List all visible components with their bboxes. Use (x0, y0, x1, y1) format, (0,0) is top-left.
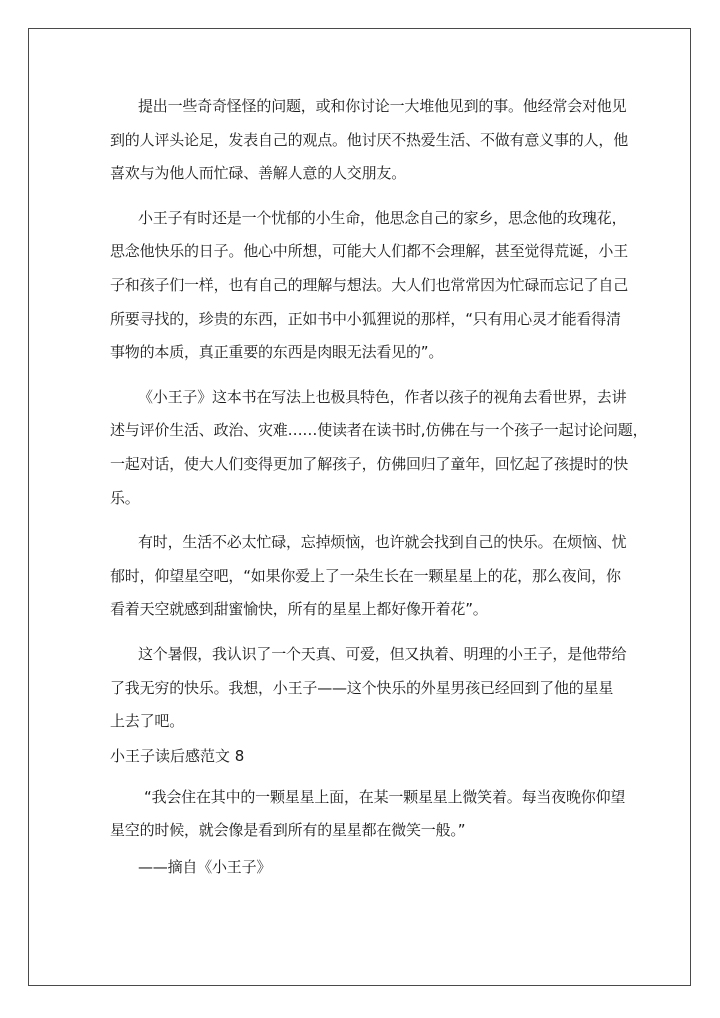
paragraph-line: 事物的本质，真正重要的东西是肉眼无法看见的”。 (110, 343, 444, 362)
attribution (110, 851, 620, 885)
attribution-text: ——摘自《小王子》 (138, 857, 272, 876)
paragraph-line: 了我无穷的快乐。我想，小王子——这个快乐的外星男孩已经回到了他的星星 (110, 678, 614, 697)
paragraph-line: 喜欢与为他人而忙碌、善解人意的人交朋友。 (110, 164, 407, 183)
paragraph-line: 思念他快乐的日子。他心中所想，可能大人们都不会理解，甚至觉得荒诞，小王 (110, 242, 629, 261)
document-body (110, 90, 648, 884)
paragraph-line: 这个暑假，我认识了一个天真、可爱，但又执着、明理的小王子，是他带给 (138, 644, 627, 663)
paragraph-line: 所要寻找的，珍贵的东西，正如书中小狐狸说的那样，“只有用心灵才能看得清 (110, 309, 621, 328)
paragraph-4 (110, 526, 627, 627)
paragraph-line: 看着天空就感到甜蜜愉快，所有的星星上都好像开着花”。 (110, 600, 488, 619)
paragraph-3 (110, 381, 648, 515)
paragraph-line: 《小王子》这本书在写法上也极具特色，作者以孩子的视角去看世界，去讲 (138, 387, 627, 406)
paragraph-5 (110, 638, 627, 739)
paragraph-line: 上去了吧。 (110, 712, 185, 731)
paragraph-2 (110, 202, 629, 370)
section-heading: 小王子读后感范文 8 (110, 746, 245, 765)
quote-paragraph (110, 781, 626, 848)
quote-line: “我会住在其中的一颗星星上面，在某一颗星星上微笑着。每当夜晚你仰望 (144, 787, 626, 806)
quote-line: 星空的时候，就会像是看到所有的星星都在微笑一般。” (110, 821, 466, 840)
paragraph-line: 小王子有时还是一个忧郁的小生命，他思念自己的家乡，思念他的玫瑰花， (138, 208, 627, 227)
paragraph-line: 乐。 (110, 488, 140, 507)
paragraph-line: 郁时，仰望星空吧，“如果你爱上了一朵生长在一颗星星上的花，那么夜间，你 (110, 566, 621, 585)
paragraph-line: 提出一些奇奇怪怪的问题，或和你讨论一大堆他见到的事。他经常会对他见 (138, 97, 627, 115)
paragraph-1 (110, 90, 629, 191)
paragraph-line: 一起对话，使大人们变得更加了解孩子，仿佛回归了童年，回忆起了孩提时的快 (110, 454, 629, 473)
paragraph-line: 述与评价生活、政治、灾难……使读者在读书时,仿佛在与一个孩子一起讨论问题， (110, 421, 648, 440)
paragraph-line: 到的人评头论足，发表自己的观点。他讨厌不热爱生活、不做有意义事的人，他 (110, 130, 629, 149)
paragraph-line: 子和孩子们一样，也有自己的理解与想法。大人们也常常因为忙碌而忘记了自己 (110, 275, 629, 294)
paragraph-line: 有时，生活不必太忙碌，忘掉烦恼，也许就会找到自己的快乐。在烦恼、忧 (138, 533, 627, 552)
